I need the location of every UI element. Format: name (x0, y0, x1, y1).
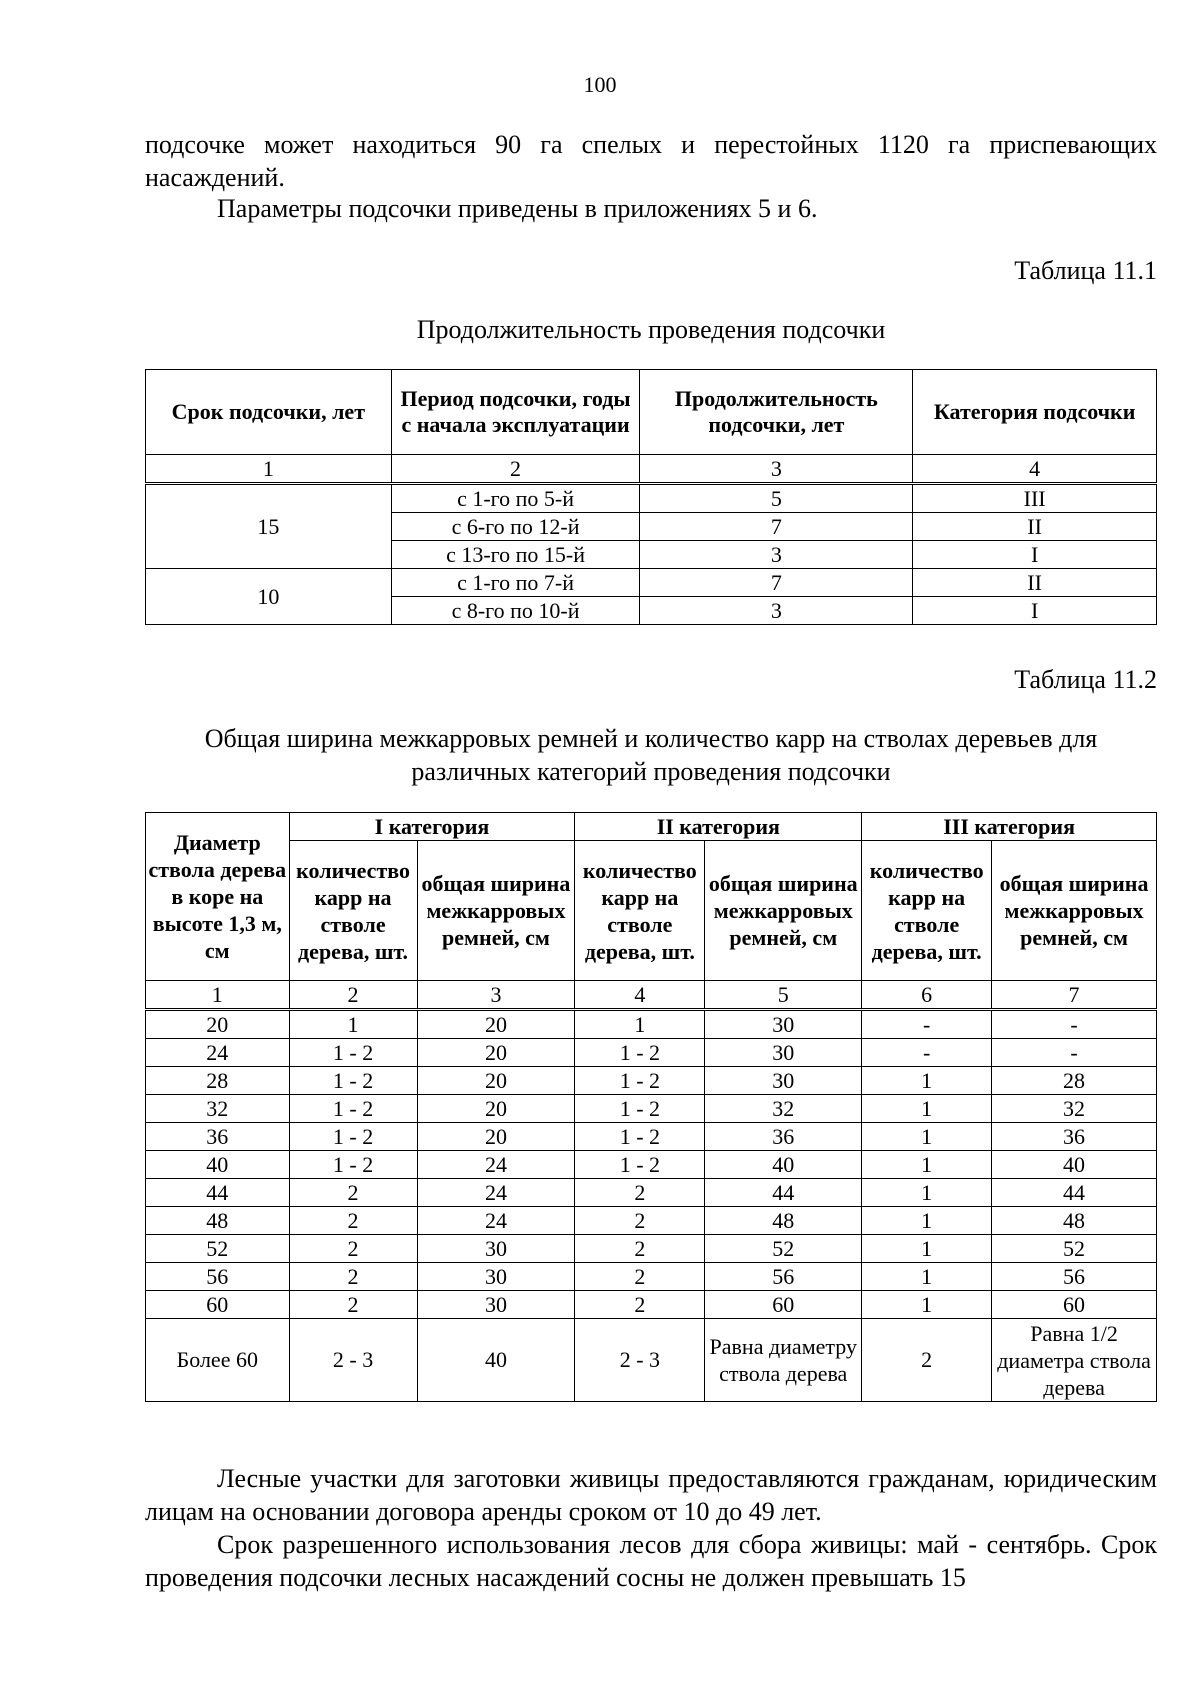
data-cell: 36 (705, 1123, 862, 1151)
data-cell: Равна диаметру ствола дерева (705, 1319, 862, 1402)
period-cell: с 13-го по 15-й (391, 541, 640, 569)
table-row (146, 1123, 1157, 1151)
period-cell: с 1-го по 5-й (391, 484, 640, 513)
data-cell: 1 - 2 (575, 1095, 705, 1123)
data-cell: 1 (862, 1263, 992, 1291)
diameter-cell: 52 (146, 1235, 290, 1263)
period-cell: с 1-го по 7-й (391, 569, 640, 597)
data-cell: 1 (862, 1095, 992, 1123)
data-cell: 1 - 2 (575, 1123, 705, 1151)
data-cell: 24 (417, 1179, 575, 1207)
data-cell: 1 (862, 1291, 992, 1319)
category-cell: II (913, 513, 1157, 541)
table1-title: Продолжительность проведения подсочки (416, 315, 886, 344)
intro-reference: Параметры подсочки приведены в приложениях 5 и 6. (217, 194, 818, 223)
col-number: 6 (862, 981, 992, 1010)
col-number: 2 (289, 981, 417, 1010)
table-row (146, 1263, 1157, 1291)
diameter-cell: 56 (146, 1263, 290, 1291)
data-cell: 1 (575, 1010, 705, 1039)
data-cell: 1 (289, 1010, 417, 1039)
table-row (146, 569, 1157, 597)
table-row (146, 1235, 1157, 1263)
header-width: общая ширина межкарровых ремней, см (417, 841, 575, 981)
data-cell: 60 (705, 1291, 862, 1319)
data-cell: 2 (289, 1207, 417, 1235)
data-cell: 44 (992, 1179, 1157, 1207)
data-cell: 1 (862, 1067, 992, 1095)
outro-paragraph-2: Срок разрешенного использования лесов для сбора живицы: май - сентябрь. Срок проведения подсочки лесных насаждений сосны не должен превышать 15 (145, 1530, 1157, 1592)
data-cell: - (862, 1039, 992, 1067)
data-cell: 20 (417, 1039, 575, 1067)
category-cell: II (913, 569, 1157, 597)
data-cell: 2 - 3 (575, 1319, 705, 1402)
header-count: количество карр на стволе дерева, шт. (289, 841, 417, 981)
data-cell: 44 (705, 1179, 862, 1207)
data-cell: 30 (705, 1067, 862, 1095)
data-cell: 56 (992, 1263, 1157, 1291)
data-cell: 28 (992, 1067, 1157, 1095)
diameter-cell: Более 60 (146, 1319, 290, 1402)
header-category: Категория подсочки (913, 370, 1157, 455)
table-row (146, 1151, 1157, 1179)
term-cell: 10 (146, 569, 392, 625)
data-cell: 20 (417, 1095, 575, 1123)
duration-cell: 5 (640, 484, 913, 513)
col-number: 3 (640, 455, 913, 484)
header-category-1: I категория (289, 813, 575, 841)
data-cell: 2 (289, 1291, 417, 1319)
diameter-cell: 60 (146, 1291, 290, 1319)
header-diameter: Диаметр ствола дерева в коре на высоте 1,3 м, см (146, 813, 290, 981)
data-cell: 30 (705, 1010, 862, 1039)
table-row (146, 1179, 1157, 1207)
period-cell: с 6-го по 12-й (391, 513, 640, 541)
data-cell: 2 (575, 1179, 705, 1207)
col-number: 1 (146, 455, 392, 484)
data-cell: - (992, 1010, 1157, 1039)
data-cell: 52 (992, 1235, 1157, 1263)
data-cell: 56 (705, 1263, 862, 1291)
data-cell: 20 (417, 1123, 575, 1151)
duration-cell: 3 (640, 541, 913, 569)
data-cell: 1 (862, 1207, 992, 1235)
data-cell: 1 (862, 1235, 992, 1263)
data-cell: 2 - 3 (289, 1319, 417, 1402)
data-cell: 1 - 2 (575, 1039, 705, 1067)
term-cell: 15 (146, 484, 392, 569)
data-cell: 2 (289, 1235, 417, 1263)
table-row (146, 1067, 1157, 1095)
data-cell: 2 (575, 1291, 705, 1319)
data-cell: 2 (289, 1263, 417, 1291)
diameter-cell: 28 (146, 1067, 290, 1095)
data-cell: 2 (575, 1263, 705, 1291)
table-row (146, 1095, 1157, 1123)
data-cell: 2 (575, 1207, 705, 1235)
data-cell: 2 (862, 1319, 992, 1402)
table-row (146, 1291, 1157, 1319)
outro-paragraph-1: Лесные участки для заготовки живицы предоставляются гражданам, юридическим лицам на основании договора аренды сроком от 10 до 49 лет. (145, 1464, 1157, 1526)
header-count: количество карр на стволе дерева, шт. (862, 841, 992, 981)
col-number: 7 (992, 981, 1157, 1010)
data-cell: 2 (575, 1235, 705, 1263)
diameter-cell: 20 (146, 1010, 290, 1039)
data-cell: - (992, 1039, 1157, 1067)
data-cell: 40 (705, 1151, 862, 1179)
diameter-cell: 24 (146, 1039, 290, 1067)
data-cell: 1 - 2 (575, 1067, 705, 1095)
data-cell: 30 (705, 1039, 862, 1067)
data-cell: 40 (992, 1151, 1157, 1179)
data-cell: 48 (992, 1207, 1157, 1235)
diameter-cell: 44 (146, 1179, 290, 1207)
data-cell: 1 - 2 (289, 1067, 417, 1095)
data-cell: 1 (862, 1151, 992, 1179)
data-cell: 2 (289, 1179, 417, 1207)
col-number: 2 (391, 455, 640, 484)
category-cell: I (913, 541, 1157, 569)
diameter-cell: 32 (146, 1095, 290, 1123)
tapping-duration-table (145, 369, 1157, 625)
table-row (146, 1010, 1157, 1039)
table-row (146, 1207, 1157, 1235)
header-duration: Продолжительность подсочки, лет (640, 370, 913, 455)
data-cell: 1 - 2 (289, 1039, 417, 1067)
col-number: 4 (913, 455, 1157, 484)
col-number: 4 (575, 981, 705, 1010)
diameter-cell: 40 (146, 1151, 290, 1179)
data-cell: 20 (417, 1067, 575, 1095)
data-cell: 48 (705, 1207, 862, 1235)
data-cell: 30 (417, 1263, 575, 1291)
data-cell: 36 (992, 1123, 1157, 1151)
page-number: 100 (583, 72, 617, 97)
table1-label: Таблица 11.1 (1014, 256, 1157, 285)
data-cell: 1 - 2 (289, 1151, 417, 1179)
data-cell: 1 - 2 (575, 1151, 705, 1179)
col-number: 1 (146, 981, 290, 1010)
data-cell: 32 (705, 1095, 862, 1123)
header-count: количество карр на стволе дерева, шт. (575, 841, 705, 981)
data-cell: 24 (417, 1151, 575, 1179)
data-cell: 32 (992, 1095, 1157, 1123)
header-period: Период подсочки, годы с начала эксплуатации (391, 370, 640, 455)
diameter-cell: 36 (146, 1123, 290, 1151)
header-category-3: III категория (862, 813, 1157, 841)
data-cell: 20 (417, 1010, 575, 1039)
data-cell: 40 (417, 1319, 575, 1402)
data-cell: 24 (417, 1207, 575, 1235)
data-cell: 1 - 2 (289, 1095, 417, 1123)
data-cell: 60 (992, 1291, 1157, 1319)
tapping-width-table (145, 812, 1157, 1402)
header-width: общая ширина межкарровых ремней, см (992, 841, 1157, 981)
diameter-cell: 48 (146, 1207, 290, 1235)
data-cell: 30 (417, 1291, 575, 1319)
data-cell: 30 (417, 1235, 575, 1263)
data-cell: - (862, 1010, 992, 1039)
table2-label: Таблица 11.2 (1014, 665, 1157, 694)
data-cell: 1 - 2 (289, 1123, 417, 1151)
intro-paragraph: подсочке может находиться 90 га спелых и перестойных 1120 га приспевающих насаждений. (145, 130, 1157, 192)
data-cell: 1 (862, 1123, 992, 1151)
category-cell: I (913, 597, 1157, 625)
col-number: 5 (705, 981, 862, 1010)
duration-cell: 7 (640, 513, 913, 541)
data-cell: 1 (862, 1179, 992, 1207)
header-category-2: II категория (575, 813, 862, 841)
table-row (146, 484, 1157, 513)
category-cell: III (913, 484, 1157, 513)
col-number: 3 (417, 981, 575, 1010)
header-term: Срок подсочки, лет (146, 370, 392, 455)
header-width: общая ширина межкарровых ремней, см (705, 841, 862, 981)
table-row (146, 1039, 1157, 1067)
table2-title: Общая ширина межкарровых ремней и количество карр на стволах деревьев для различных категорий проведения подсочки (204, 724, 1098, 786)
duration-cell: 3 (640, 597, 913, 625)
data-cell: 52 (705, 1235, 862, 1263)
period-cell: с 8-го по 10-й (391, 597, 640, 625)
data-cell: Равна 1/2 диаметра ствола дерева (992, 1319, 1157, 1402)
duration-cell: 7 (640, 569, 913, 597)
